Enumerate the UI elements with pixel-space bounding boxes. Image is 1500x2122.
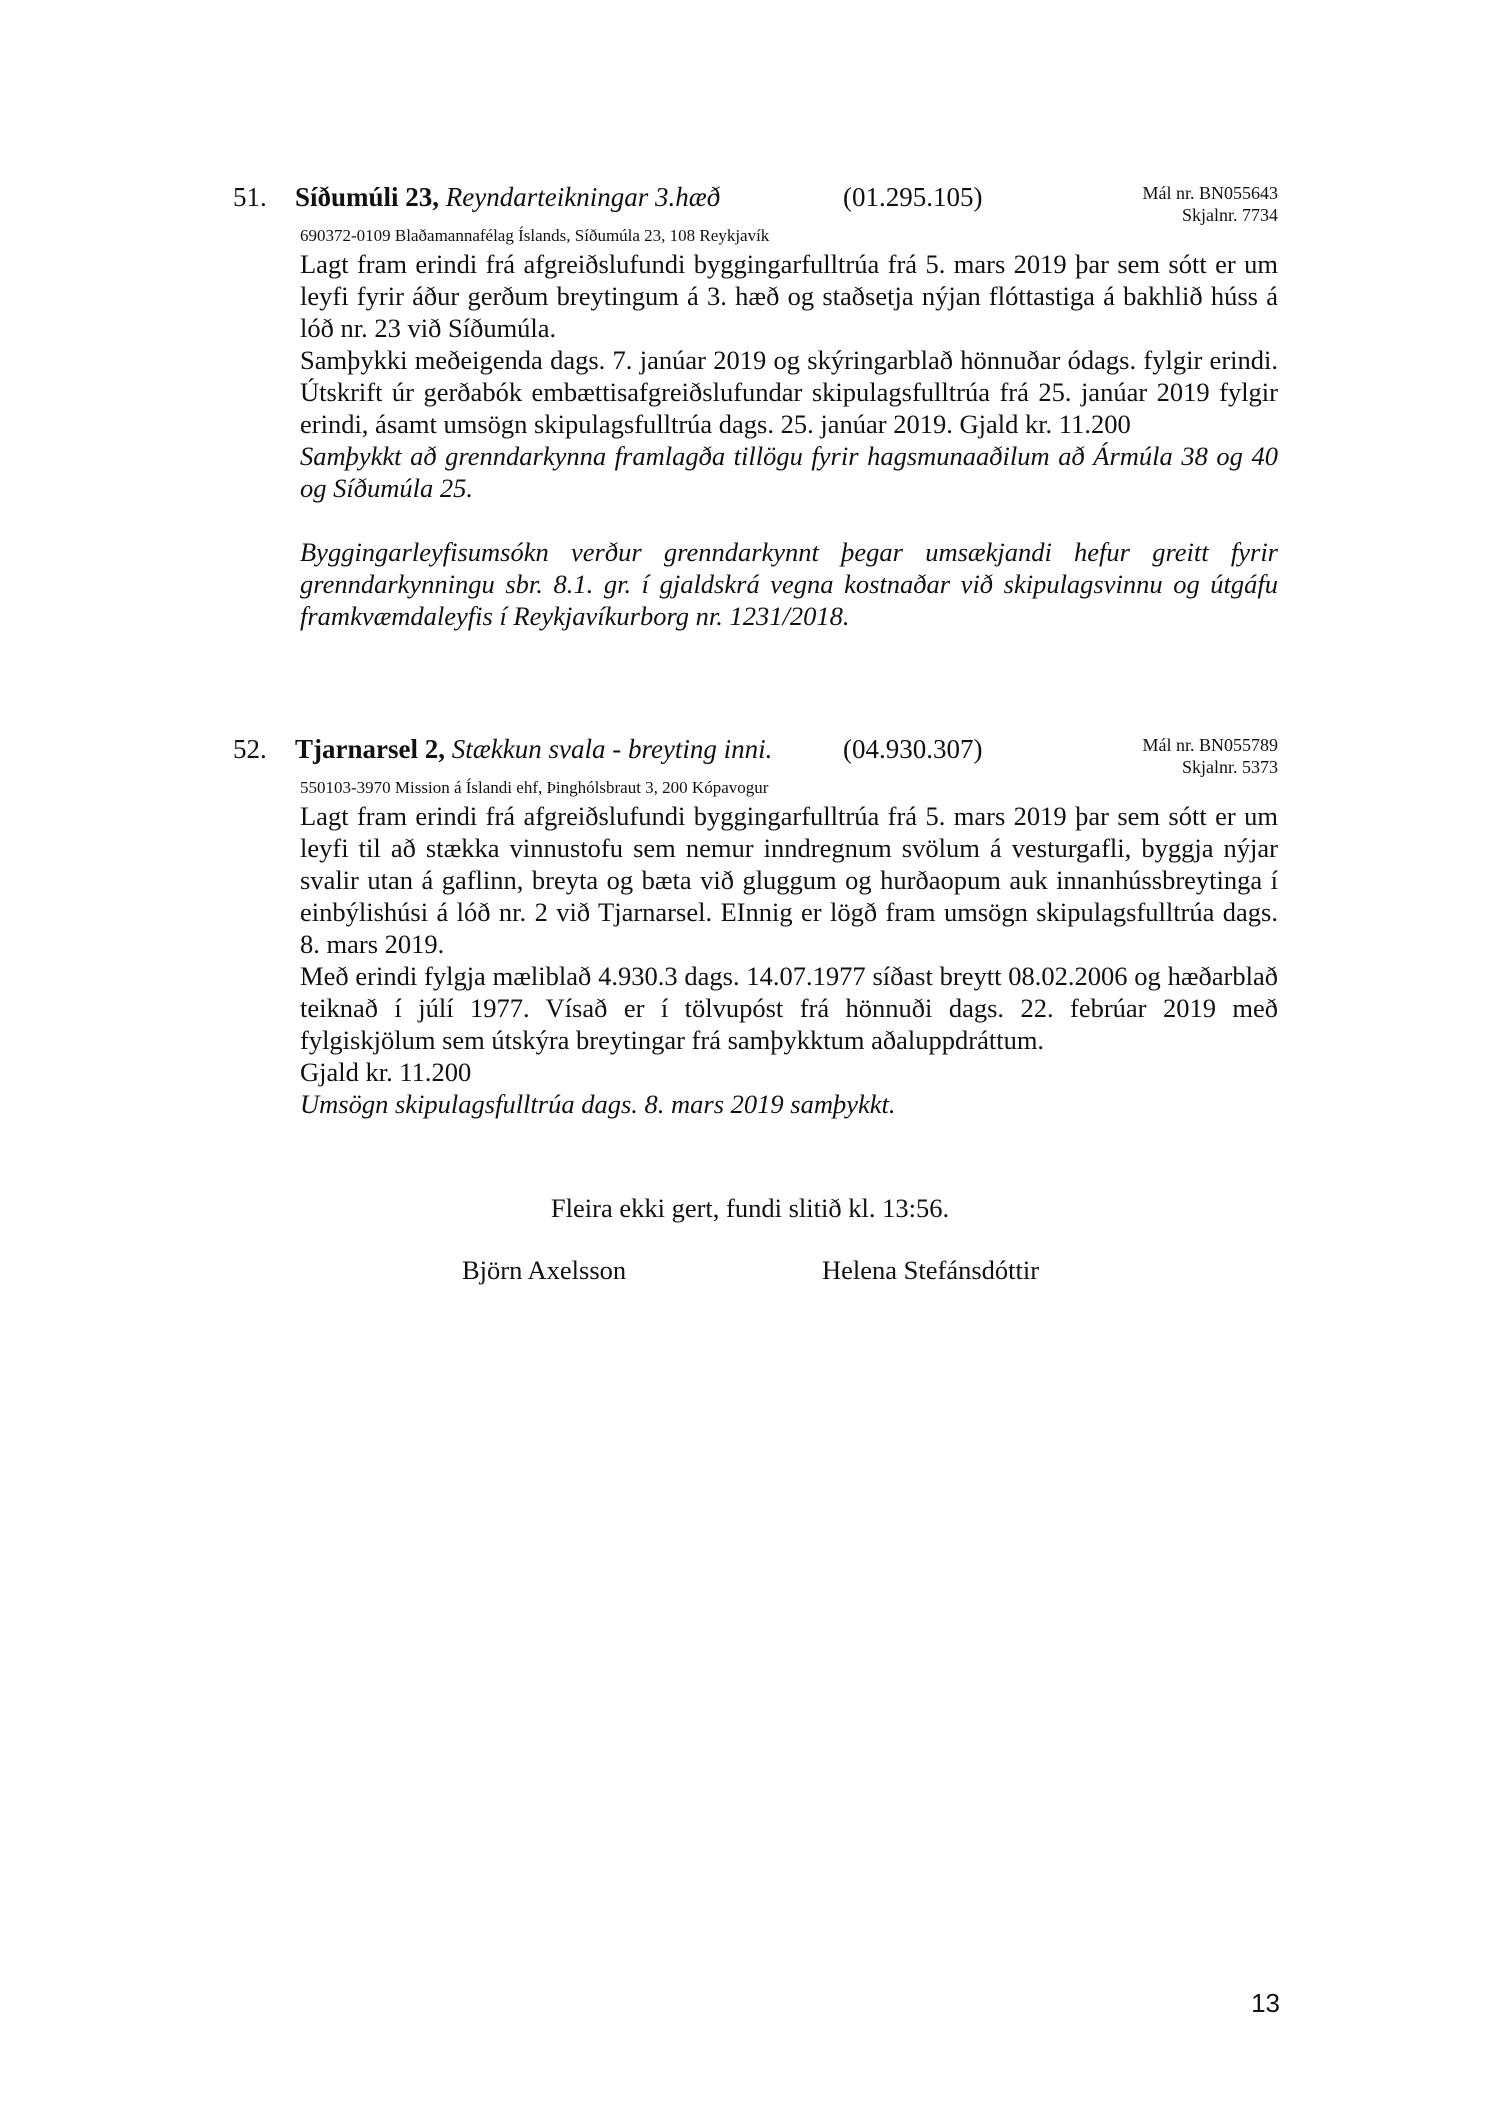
item-title: [295, 734, 772, 765]
document-number: Skjalnr. 5373: [1181, 757, 1278, 777]
decision-note: Byggingarleyfisumsókn verður grenndarkynnt þegar umsækjandi hefur greitt fyrir grenndarkynningu sbr. 8.1. gr. í gjaldskrá vegna kostnaðar við skipulagsvinnu og útgáfu framkvæmdaleyfis í Reykjavíkurborg nr. 1231/2018.: [300, 537, 1278, 631]
attachments: Samþykki meðeigenda dags. 7. janúar 2019 og skýringarblað hönnuðar ódags. fylgir erindi. Útskrift úr gerðabók embættisafgreiðslufundar skipulagsfulltrúa frá 25. janúar 2019 fylgir erindi, ásamt umsögn skipulagsfulltrúa dags. 25. janúar 2019. Gjald kr. 11.200: [300, 345, 1278, 439]
closing-statement: Fleira ekki gert, fundi slitið kl. 13:56.: [550, 1193, 950, 1223]
case-reference: [1142, 182, 1278, 226]
property-reference: (01.295.105): [843, 182, 983, 212]
decision: Umsögn skipulagsfulltrúa dags. 8. mars 2019 samþykkt.: [300, 1089, 896, 1119]
item-address: Síðumúli 23,: [295, 182, 440, 212]
item-body: [300, 248, 1278, 632]
applicant: 690372-0109 Blaðamannafélag Íslands, Síðumúla 23, 108 Reykjavík: [300, 226, 770, 245]
item-number: 52.: [233, 734, 267, 764]
signature-2: Helena Stefánsdóttir: [822, 1255, 1040, 1285]
item-subject: Reyndarteikningar 3.hæð: [445, 182, 721, 212]
property-reference: (04.930.307): [843, 734, 983, 764]
case-number: Mál nr. BN055789: [1142, 735, 1278, 755]
item-subject: Stækkun svala - breyting inni.: [451, 734, 773, 764]
item-header: [233, 734, 1278, 777]
description: Lagt fram erindi frá afgreiðslufundi byggingarfulltrúa frá 5. mars 2019 þar sem sótt er um leyfi fyrir áður gerðum breytingum á 3. hæð og staðsetja nýjan flóttastiga á bakhlið húss á lóð nr. 23 við Síðumúla.: [300, 249, 1278, 343]
item-header: [233, 182, 1278, 225]
item-body: [300, 800, 1278, 1120]
item-title: [295, 182, 720, 213]
applicant: 550103-3970 Mission á Íslandi ehf, Þinghólsbraut 3, 200 Kópavogur: [300, 778, 769, 797]
item-address: Tjarnarsel 2,: [295, 734, 445, 764]
attachments: Með erindi fylgja mæliblað 4.930.3 dags. 14.07.1977 síðast breytt 08.02.2006 og hæðarblað teiknað í júlí 1977. Vísað er í tölvupóst frá hönnuði dags. 22. febrúar 2019 með fylgiskjölum sem útskýra breytingar frá samþykktum aðaluppdráttum.: [300, 961, 1278, 1055]
decision: Samþykkt að grenndarkynna framlagða tillögu fyrir hagsmunaaðilum að Ármúla 38 og 40 og Síðumúla 25.: [300, 441, 1278, 503]
agenda-item-51: [233, 182, 1278, 632]
signature-1: Björn Axelsson: [462, 1255, 627, 1285]
page-number: 13: [1251, 1988, 1280, 2018]
description: Lagt fram erindi frá afgreiðslufundi byggingarfulltrúa frá 5. mars 2019 þar sem sótt er um leyfi til að stækka vinnustofu sem nemur inndregnum svölum á vesturgafli, byggja nýjar svalir utan á gaflinn, breyta og bæta við gluggum og hurðaopum auk innanhússbreytinga í einbýlishúsi á lóð nr. 2 við Tjarnarsel. EInnig er lögð fram umsögn skipulagsfulltrúa dags. 8. mars 2019.: [300, 801, 1278, 959]
fee: Gjald kr. 11.200: [300, 1057, 472, 1087]
document-number: Skjalnr. 7734: [1181, 205, 1278, 225]
item-number: 51.: [233, 182, 267, 212]
case-number: Mál nr. BN055643: [1142, 183, 1278, 203]
case-reference: [1142, 734, 1278, 778]
agenda-item-52: [233, 734, 1278, 1120]
